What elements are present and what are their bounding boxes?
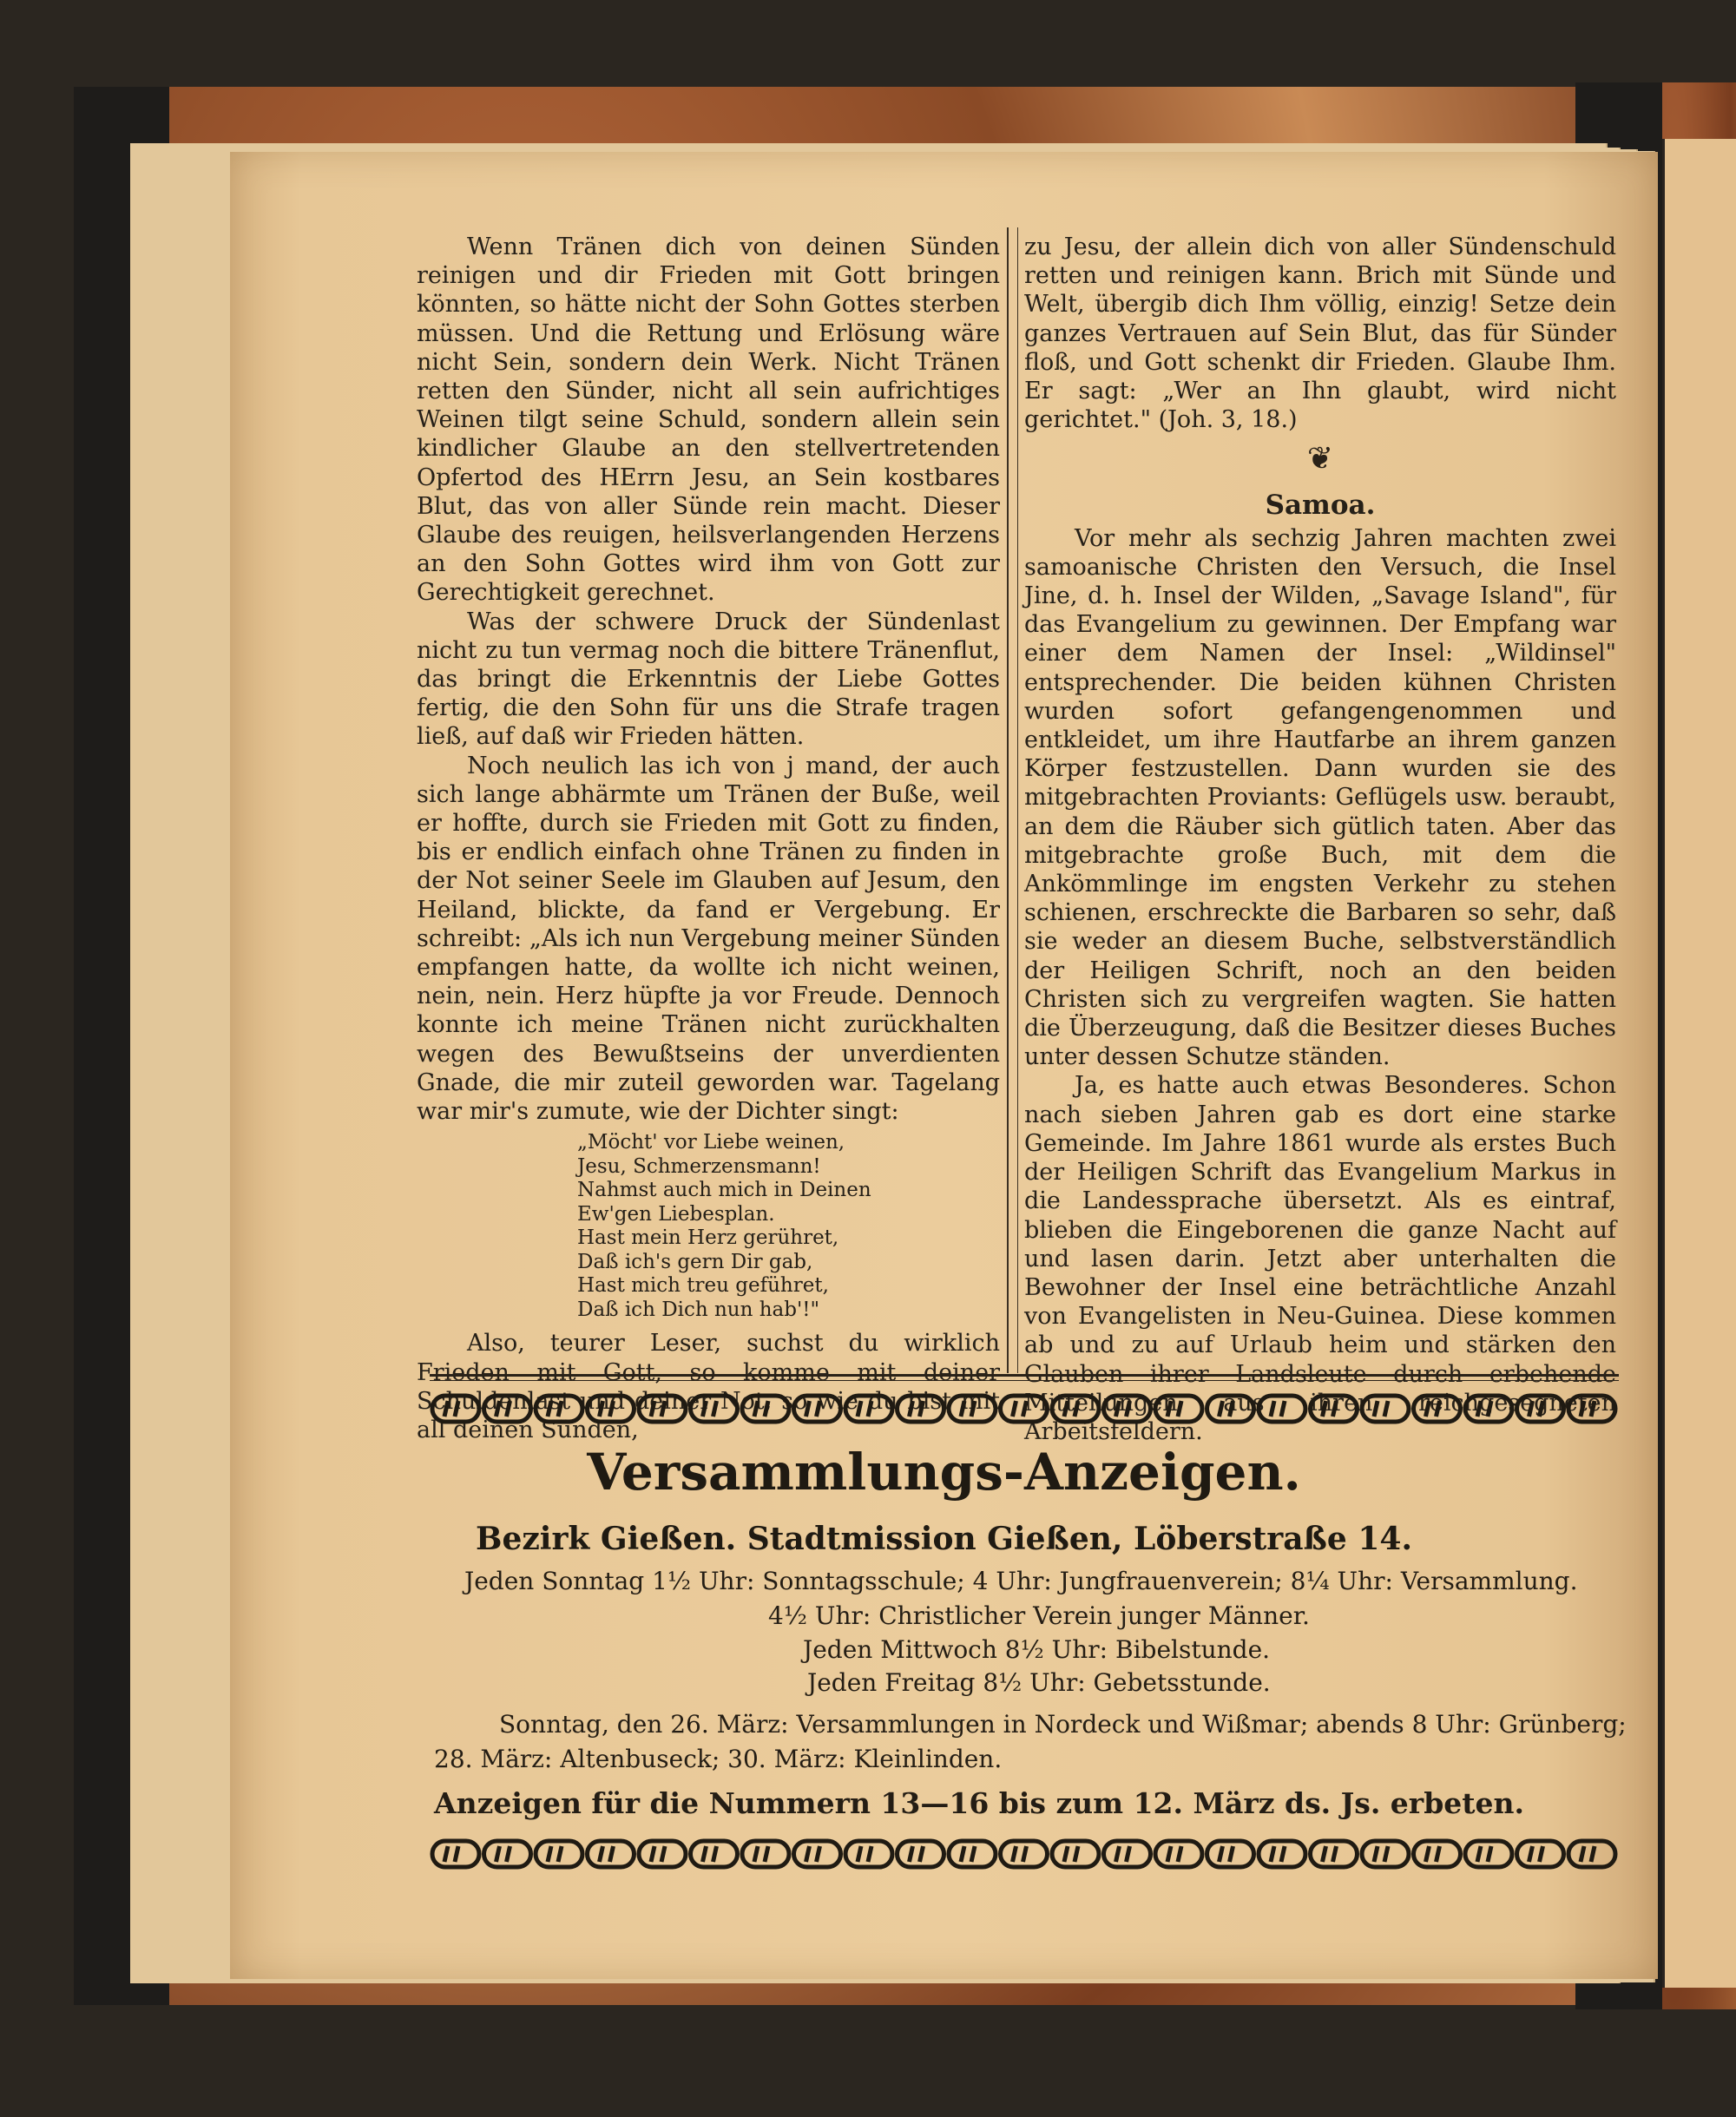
chain-link-stroke [1529,1846,1543,1862]
chain-link-stroke [1271,1401,1285,1417]
chain-link-stroke [1477,1401,1491,1417]
poem-line: Daß ich Dich nun hab'!" [577,1298,820,1321]
paragraph: Wenn Tränen dich von deinen Sünden reinigen und dir Frieden mit Gott bringen könnten, so hätte nicht der Sohn Gottes sterben müssen. Und die Rettung und Erlösung wäre nicht Sein, sondern dein Werk. Nicht Tränen retten den Sünder, nicht all sein aufrichtiges Weinen tilgt seine Schuld, sondern allein sein kindlicher Glaube an den stellvertretenden Opfertod des HErrn Jesu, an Sein kostbares Blut, das von aller Sünde rein macht. Dieser Glaube des reuigen, heilsverlangenden Herzens an den Sohn Gottes wird ihm von Gott zur Gerechtigkeit gerechnet. [417,233,1000,607]
poem-line: Daß ich's gern Dir gab, [577,1250,813,1273]
chain-link-stroke [1064,1846,1078,1862]
deadline-notice: Anzeigen für die Nummern 13—16 bis zum 12. März ds. Js. erbeten. [434,1786,1524,1820]
poem-line: Jesu, Schmerzensmann! [577,1154,821,1178]
article-title: Samoa. [1265,490,1376,522]
chain-link-stroke [1013,1401,1027,1417]
chain-link-stroke [806,1846,820,1862]
schedule-line: Jeden Mittwoch 8½ Uhr: Bibelstunde. [803,1635,1271,1664]
chain-link-stroke [1220,1846,1233,1862]
chain-link-stroke [444,1401,458,1417]
chain-link-stroke [754,1401,768,1417]
poem [577,1131,1000,1322]
special-dates-line: 28. März: Altenbuseck; 30. März: Kleinlinden. [434,1745,1003,1773]
chain-link-stroke [858,1401,871,1417]
chain-link-stroke [548,1846,562,1862]
chain-link-stroke [1323,1846,1337,1862]
paragraph: Noch neulich las ich von j mand, der auch sich lange abhärmte um Tränen der Buße, weil er hoffte, durch sie Frieden mit Gott zu finden, bis er endlich einfach ohne Tränen zu finden in der Not seiner Seele im Glauben auf Jesum, den Heiland, blickte, da fand er Vergebung. Er schreibt: „Als ich nun Vergebung meiner Sünden empfangen hatte, da wollte ich nicht weinen, nein, nein. Herz hüpfte ja vor Freude. Dennoch konnte ich meine Tränen nicht zurückhalten wegen des Bewußtseins der unverdienten Gnade, die mir zuteil geworden war. Tagelang war mir's zumute, wie der Dichter singt: [417,752,1000,1126]
facing-page-edge [1662,139,1736,1988]
chain-link-stroke [1581,1846,1595,1862]
chain-link-stroke [703,1846,717,1862]
paragraph: zu Jesu, der allein dich von aller Sündenschuld retten und reinigen kann. Brich mit Sünde und Welt, übergib dich Ihm völlig, einzig! Setze dein ganzes Vertrauen auf Sein Blut, das für Sünder floß, und Gott schenkt dir Frieden. Glaube Ihm. Er sagt: „Wer an Ihn glaubt, wird nicht gerichtet." (Joh. 3, 18.) [1024,233,1616,434]
chain-link-stroke [1013,1846,1027,1862]
poem-line: Nahmst auch mich in Deinen [577,1179,871,1202]
chain-link-stroke [1374,1846,1388,1862]
left-column [417,233,1000,1444]
chain-link-stroke [961,1846,975,1862]
chain-link-stroke [1426,1401,1440,1417]
schedule-line: 4½ Uhr: Christlicher Verein junger Männer. [768,1601,1310,1630]
chain-link-stroke [1167,1401,1181,1417]
special-dates-line: Sonntag, den 26. März: Versammlungen in Nordeck und Wißmar; abends 8 Uhr: Grünberg; [499,1710,1627,1739]
chain-link-stroke [1064,1401,1078,1417]
paragraph: Was der schwere Druck der Sündenlast nicht zu tun vermag noch die bittere Tränenflut, das bringt die Erkenntnis der Liebe Gottes fertig, die den Sohn für uns die Strafe tragen ließ, auf daß wir Frieden hätten. [417,608,1000,751]
chain-link-stroke [858,1846,871,1862]
poem-line: „Möcht' vor Liebe weinen, [577,1131,845,1154]
column-rule [1007,227,1009,1373]
paragraph: Ja, es hatte auch etwas Besonderes. Schon nach sieben Jahren gab es dort eine starke Gemeinde. Im Jahre 1861 wurde als erstes Buch der Heiligen Schrift das Evangelium Markus in die Landessprache übersetzt. Als es eintraf, blieben die Eingeborenen die ganze Nacht auf und lasen darin. Jetzt aber unterhalten die Bewohner der Insel eine beträchtliche Anzahl von Evangelisten in Neu-Guinea. Diese kommen ab und zu auf Urlaub heim und stärken den Glauben ihrer Landsleute durch erbehende Mitteilungen aus ihren reichgesegneten Arbeitsfeldern. [1024,1072,1616,1445]
poem-line: Ew'gen Liebesplan. [577,1202,775,1226]
paragraph: Also, teurer Leser, suchst du wirklich Frieden mit Gott, so komme mit deiner Schuldenlast und deiner Not, so wie du bist mit all deinen Sünden, [417,1330,1000,1443]
chain-link-stroke [1323,1401,1337,1417]
chain-link-stroke [806,1401,820,1417]
chain-link-stroke [496,1846,510,1862]
chain-link-stroke [1374,1401,1388,1417]
chain-link-stroke [1477,1846,1491,1862]
right-column [1024,233,1616,1446]
chain-link-stroke [1529,1401,1543,1417]
chain-link-stroke [1271,1846,1285,1862]
poem-line: Hast mich treu geführet, [577,1274,829,1298]
chain-link-stroke [600,1401,614,1417]
chain-link-stroke [910,1401,924,1417]
chain-link-stroke [496,1401,510,1417]
paragraph: Vor mehr als sechzig Jahren machten zwei samoanische Christen den Versuch, die Insel Jine, d. h. Insel der Wilden, „Savage Island", für das Evangelium zu gewinnen. Der Empfang war einer dem Namen der Insel: „Wildinsel" entsprechender. Die beiden kühnen Christen wurden sofort gefangengenommen und entkleidet, um ihre Hautfarbe an ihrem ganzen Körper festzustellen. Dann wurden sie des mitgebrachten Proviants: Geflügels usw. beraubt, an dem die Räuber sich gütlich taten. Aber das mitgebrachte große Buch, mit dem die Ankömmlinge im engsten Verkehr zu stehen schienen, erschreckte die Barbaren so sehr, daß sie weder an diesem Buche, selbstverständlich der Heiligen Schrift, noch an den beiden Christen sich zu vergreifen wagten. Sie hatten die Überzeugung, daß die Besitzer dieses Buches unter dessen Schutze ständen. [1024,524,1616,1071]
chain-link-stroke [651,1401,665,1417]
chain-link-stroke [651,1846,665,1862]
chain-link-stroke [600,1846,614,1862]
chain-border-top [425,1391,1623,1427]
chain-link-stroke [1220,1401,1233,1417]
chain-link-stroke [703,1401,717,1417]
poem-line: Hast mein Herz gerühret, [577,1226,839,1250]
chain-link-stroke [961,1401,975,1417]
chain-link-stroke [910,1846,924,1862]
horizontal-rule [430,1380,1619,1381]
chain-border-bottom [425,1836,1623,1872]
schedule-line: Jeden Freitag 8½ Uhr: Gebetsstunde. [807,1668,1271,1697]
chain-link-stroke [444,1846,458,1862]
chain-link-stroke [1426,1846,1440,1862]
column-rule [1017,227,1018,1373]
schedule-line: Jeden Sonntag 1½ Uhr: Sonntagsschule; 4 Uhr: Jungfrauenverein; 8¼ Uhr: Versammlung. [464,1567,1578,1595]
district-heading: Bezirk Gießen. Stadtmission Gießen, Löberstraße 14. [476,1521,1412,1557]
horizontal-rule [430,1374,1619,1377]
ornament-icon: ❦ [1306,441,1334,477]
chain-link-stroke [754,1846,768,1862]
announcements-heading: Versammlungs-Anzeigen. [587,1443,1301,1502]
chain-link-stroke [1116,1401,1130,1417]
chain-link-stroke [1116,1846,1130,1862]
chain-link-stroke [1581,1401,1595,1417]
chain-link-stroke [1167,1846,1181,1862]
chain-link-stroke [548,1401,562,1417]
